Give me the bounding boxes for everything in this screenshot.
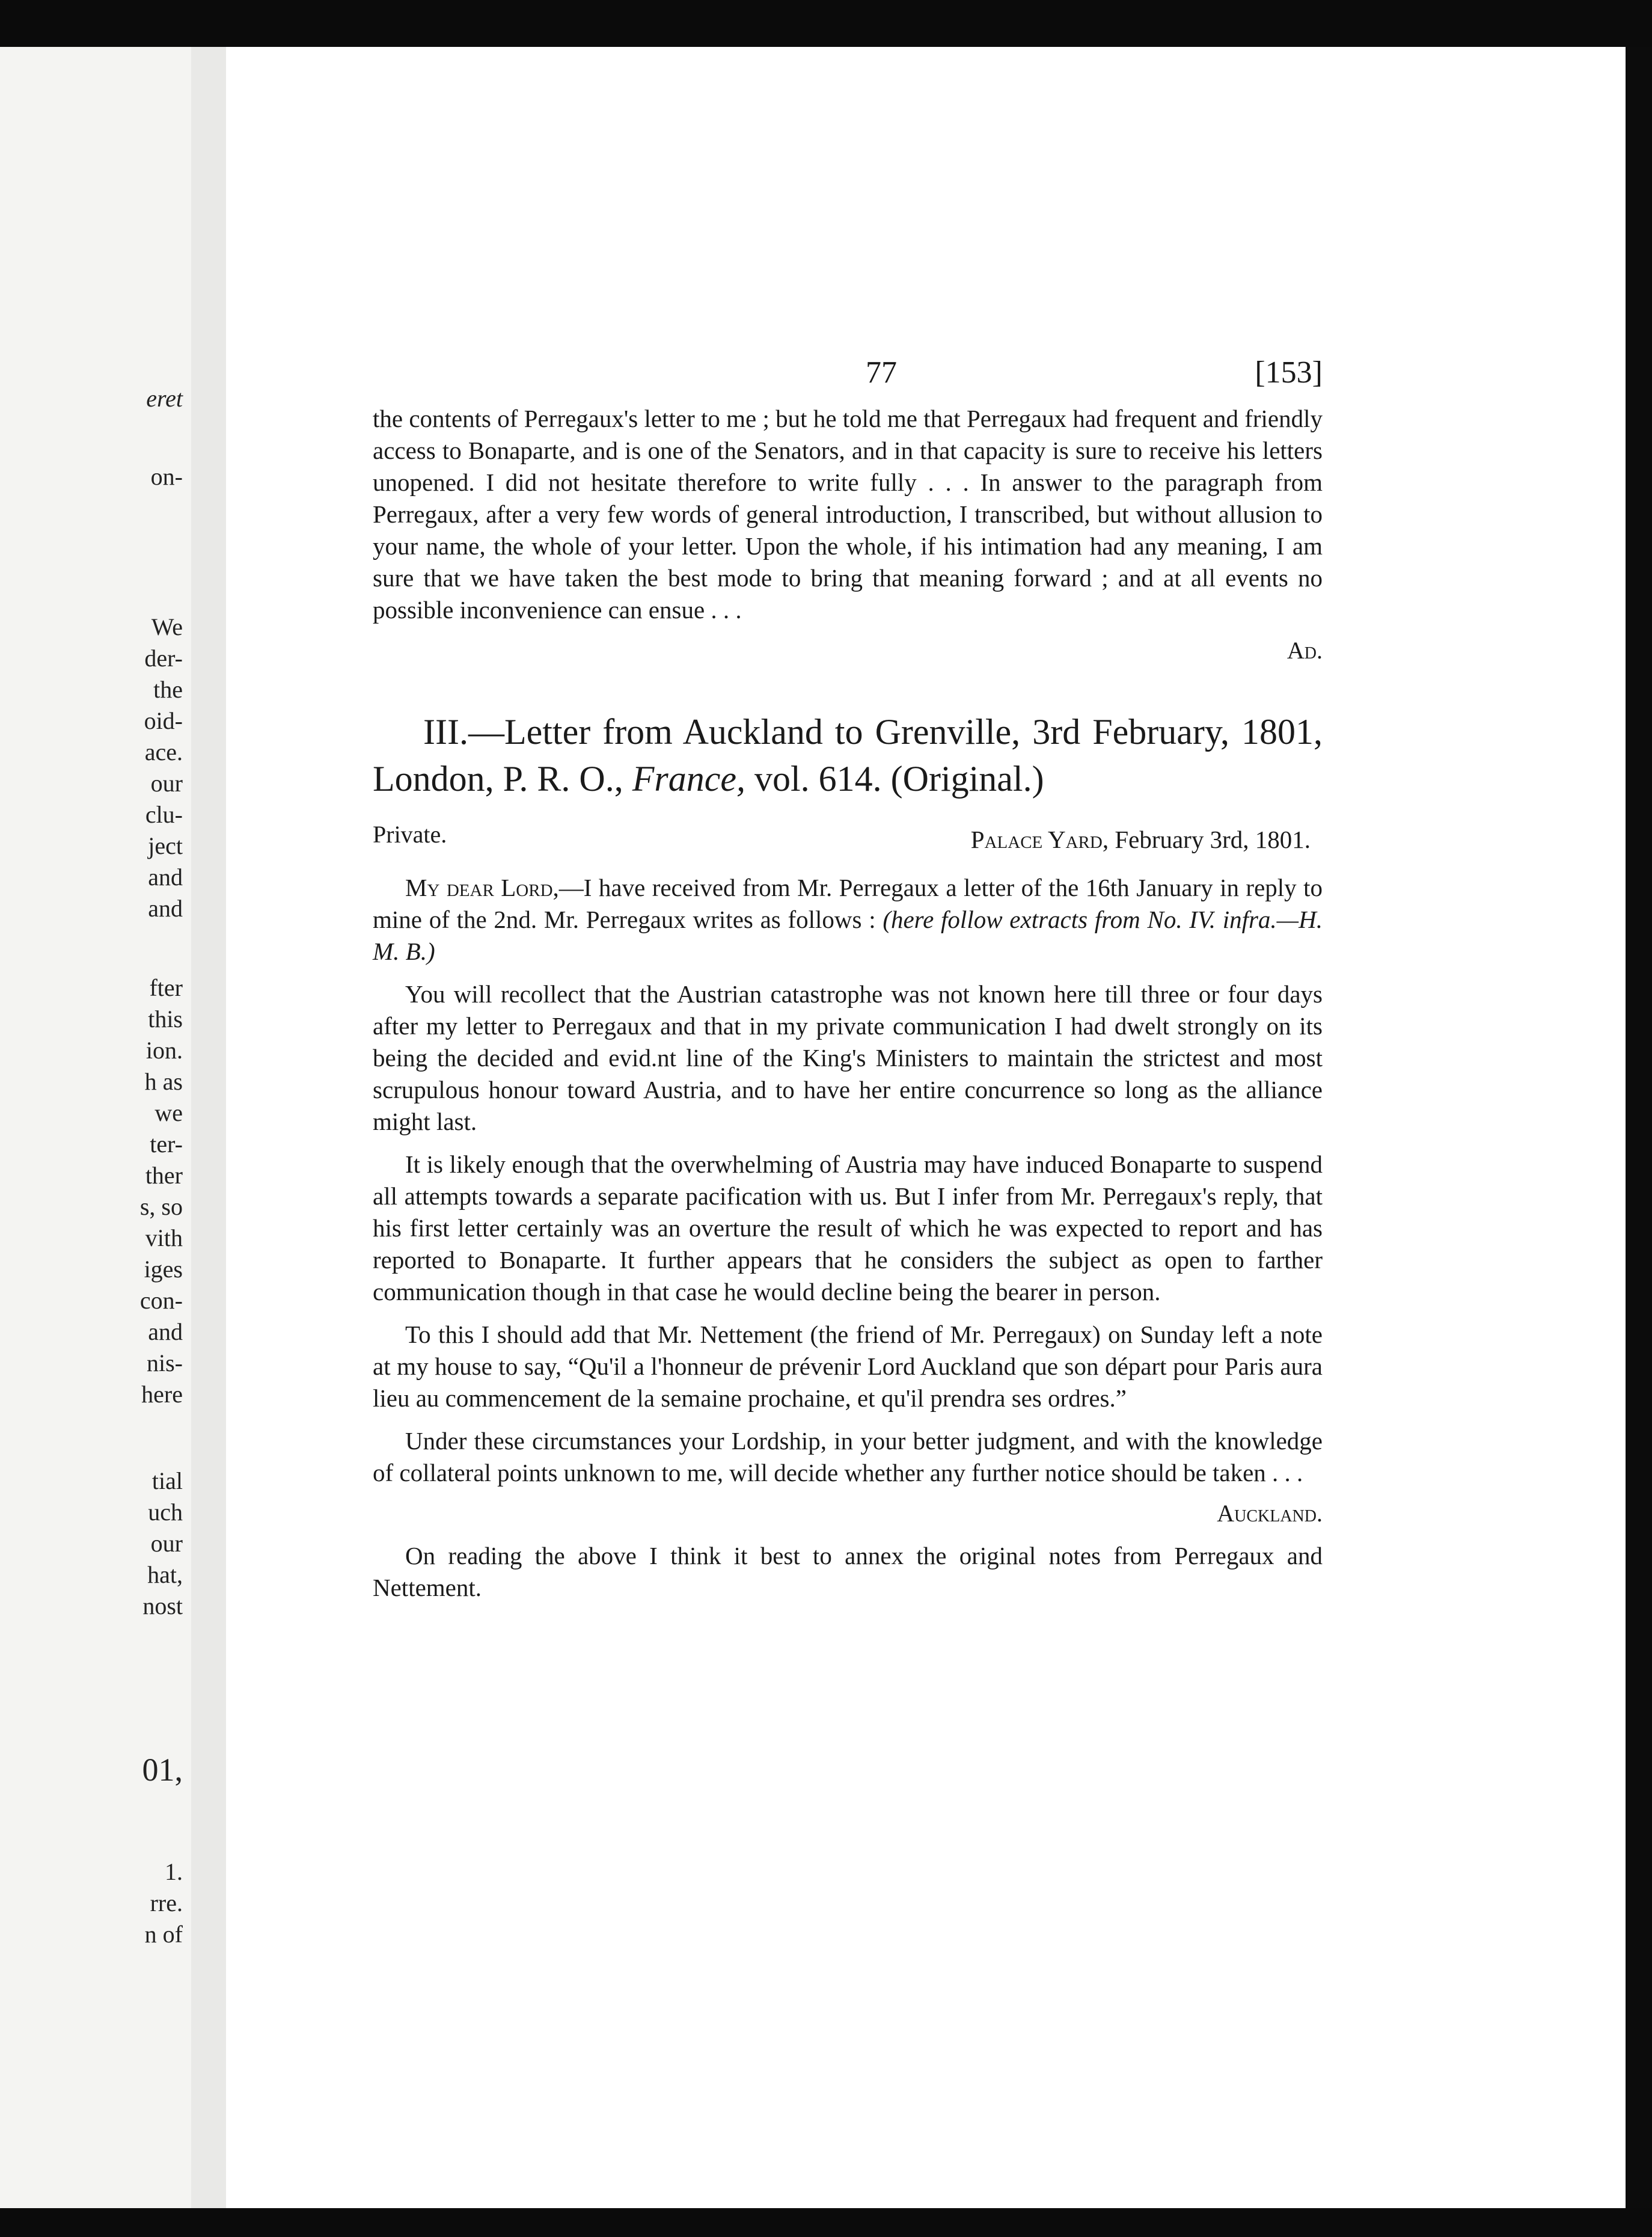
facing-page-fragment: the: [153, 676, 183, 703]
facing-page-fragment: uch: [148, 1499, 183, 1526]
facing-page-fragment: oid-: [144, 707, 183, 734]
facing-page-fragment: We: [151, 613, 183, 640]
scan-bottom-border: [0, 2208, 1652, 2237]
facing-page-fragment: this: [148, 1005, 183, 1033]
facing-page-fragment: hat,: [147, 1561, 183, 1588]
facing-page-fragment: and: [148, 895, 183, 922]
facing-page-fragment: 1.: [165, 1858, 183, 1885]
facing-page-fragment: n of: [144, 1921, 183, 1948]
page-number: 77: [866, 355, 897, 390]
letter-paragraph-3: It is likely enough that the overwhelming of Austria may have induced Bonaparte to suspend all attempts towards a separate pacification with us. But I infer from Mr. Perregaux's reply, that his first letter certainly was an overture the result of which he was expected to report and has reported to Bonaparte. It further appears that he considers the subject as open to farther communication though in that case he would decline being the bearer in person.: [373, 1150, 1323, 1306]
letter-signature: Auckland.: [1217, 1500, 1323, 1527]
facing-page-fragment: and: [148, 864, 183, 891]
private-label: Private.: [373, 821, 447, 848]
heading-main: III.—Letter from Auckland to Grenville, 3rd February, 1801, London, P. R. O.,: [373, 712, 1323, 799]
heading-italic: France,: [632, 759, 745, 799]
document-page: [373, 355, 1323, 1604]
editor-note: (here follow extracts from No. IV. infra.—H. M. B.): [373, 906, 1323, 965]
dateline: [373, 820, 1323, 864]
letter-paragraph-1: [373, 872, 1323, 968]
facing-page-fragment: nost: [142, 1592, 183, 1619]
scan-top-border: [0, 0, 1652, 47]
facing-page-edge: [0, 47, 194, 2208]
letter-paragraph-2: You will recollect that the Austrian catastrophe was not known here till three or four days after my letter to Perregaux and that in my private communication I had dwelt strongly on its being the decided and evid.nt line of the King's Ministers to maintain the strictest and most scrupulous honour toward Austria, and to have her entire concurrence so long as the alliance might last.: [373, 980, 1323, 1135]
page-header: [373, 355, 1323, 403]
facing-page-fragment: eret: [146, 385, 183, 412]
facing-page-fragment: nis-: [147, 1349, 183, 1376]
facing-page-fragment: der-: [144, 645, 183, 672]
facing-page-fragment: ther: [145, 1162, 183, 1189]
section-heading: [373, 708, 1323, 802]
scan-right-border: [1626, 47, 1652, 2208]
place-date: [971, 825, 1311, 854]
facing-page-fragment: clu-: [145, 801, 183, 828]
facing-page-fragment: iges: [144, 1256, 183, 1283]
facing-page-fragment: fter: [149, 974, 183, 1001]
facing-page-fragment: ace.: [144, 738, 183, 766]
facing-page-fragment: ion.: [145, 1037, 183, 1064]
heading-tail: vol. 614. (Original.): [754, 759, 1044, 799]
facing-page-fragment: and: [148, 1318, 183, 1345]
editor-closing-note: On reading the above I think it best to annex the original notes from Perregaux and Nettement.: [373, 1542, 1323, 1601]
facing-page-fragment: h as: [144, 1068, 183, 1095]
facing-page-fragment: ject: [148, 832, 183, 859]
facing-page-fragment: tial: [151, 1467, 183, 1494]
facing-page-fragment: s, so: [139, 1193, 183, 1220]
facing-page-fragment: ter-: [150, 1131, 183, 1158]
p1-text: —I have received from Mr. Perregaux a letter of the 16th January in reply to mine of the 2nd. Mr. Perregaux writes as follows :: [373, 874, 1323, 933]
facing-page-fragment: we: [154, 1099, 183, 1126]
facing-page-fragment: rre.: [150, 1889, 183, 1916]
facing-page-fragment: vith: [145, 1224, 183, 1251]
facing-page-fragment: con-: [139, 1287, 183, 1314]
facing-page-fragment: on-: [150, 463, 183, 490]
date: February 3rd, 1801.: [1115, 826, 1311, 853]
facing-page-fragment: 01,: [142, 1752, 183, 1788]
facing-page-fragment: our: [150, 770, 183, 797]
facing-page-fragment: here: [141, 1381, 183, 1408]
facing-page-fragment: our: [150, 1530, 183, 1557]
folio-number: [153]: [1255, 355, 1323, 390]
continuation-paragraph: the contents of Perregaux's letter to me ; but he told me that Perregaux had frequent and friendly access to Bonaparte, and is one of the Senators, and in that capacity is sure to receive his letters unopened. I did not hesitate therefore to write fully . . . In answer to the paragraph from Perregaux, after a very few words of general introduction, I transcribed, but without allusion to your name, the whole of your letter. Upon the whole, if his intimation had any meaning, I am sure that we have taken the best mode to bring that meaning forward ; and at all events no possible inconvenience can ensue . . .: [373, 405, 1323, 624]
place: Palace Yard,: [970, 826, 1109, 853]
letter-paragraph-4: To this I should add that Mr. Nettement (the friend of Mr. Perregaux) on Sunday left a note at my house to say, “Qu'il a l'honneur de prévenir Lord Auckland que son départ pour Paris aura lieu au commencement de la semaine prochaine, et qu'il prendra ses ordres.”: [373, 1321, 1323, 1412]
book-gutter: [191, 47, 226, 2208]
salutation: My dear Lord,: [405, 874, 559, 901]
continuation-signature: Ad.: [1286, 637, 1323, 664]
letter-paragraph-5: Under these circumstances your Lordship, in your better judgment, and with the knowledge of collateral points unknown to me, will decide whether any further notice should be taken . . .: [373, 1427, 1323, 1487]
